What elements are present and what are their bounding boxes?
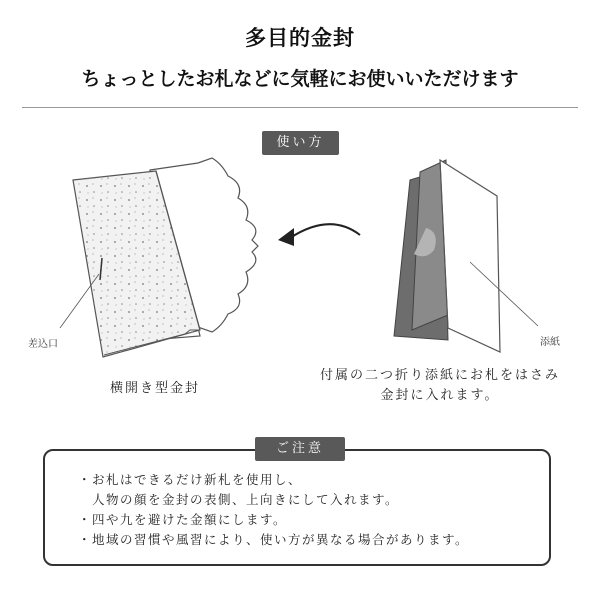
insert-label: 添紙: [540, 337, 560, 348]
notice-item: 人物の顔を金封の表側、上向きにして入れます。: [78, 492, 400, 507]
page-title: 多目的金封: [245, 26, 355, 50]
notice-item: ・お札はできるだけ新札を使用し、: [78, 472, 303, 487]
page-subtitle: ちょっとしたお札などに気軽にお使いいただけます: [81, 68, 519, 90]
notice-item: ・四や九を避けた金額にします。: [78, 512, 288, 527]
insert-caption-line2: 金封に入れます。: [380, 388, 500, 403]
notice-list: [78, 470, 469, 550]
envelope-caption: 横開き型金封: [109, 381, 200, 396]
folded-insert: [394, 160, 538, 352]
slot-label: 差込口: [28, 339, 58, 350]
insert-caption-line1: 付属の二つ折り添紙にお札をはさみ: [319, 368, 560, 383]
direction-arrow: [278, 224, 360, 246]
notice-heading: ご注意: [255, 437, 345, 461]
howto-heading: 使い方: [262, 131, 339, 155]
notice-item: ・地域の習慣や風習により、使い方が異なる場合があります。: [78, 532, 470, 547]
